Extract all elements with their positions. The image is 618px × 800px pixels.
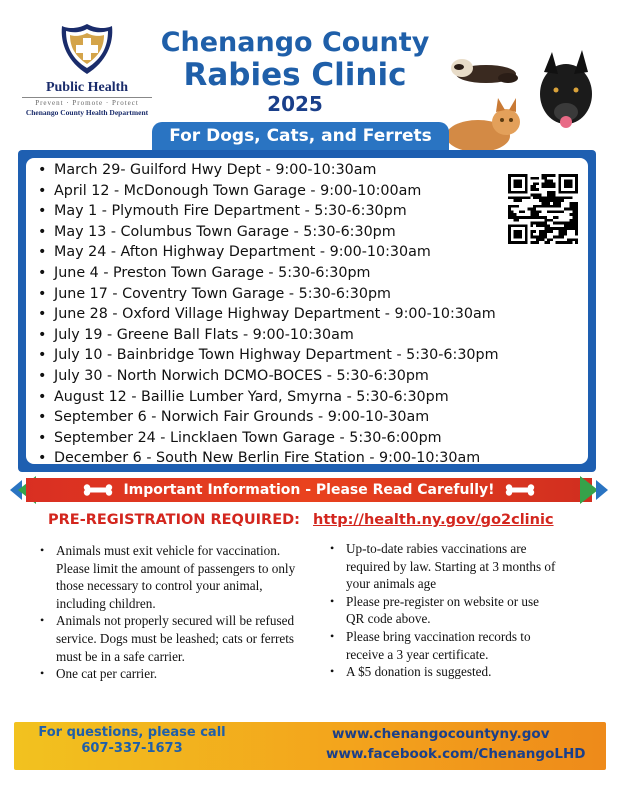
clinic-date-item: • June 17 - Coventry Town Garage - 5:30-6:30pm <box>38 284 499 305</box>
public-health-logo <box>22 22 152 117</box>
title-line-county: Chenango County <box>160 27 430 58</box>
clinic-date-item: • September 6 - Norwich Fair Grounds - 9:00-10-30am <box>38 407 499 428</box>
title-line-clinic: Rabies Clinic <box>183 57 407 93</box>
website-link[interactable]: www.chenangocountyny.gov <box>332 726 550 742</box>
logo-org-name: Public Health <box>45 80 129 95</box>
bone-icon <box>505 484 535 496</box>
preregistration-link[interactable]: http://health.ny.gov/go2clinic <box>313 512 554 528</box>
page-title <box>150 28 440 115</box>
clinic-date-item: • July 30 - North Norwich DCMO-BOCES - 5:30-6:30pm <box>38 366 499 387</box>
info-list-left <box>36 542 296 683</box>
clinic-date-item: • September 24 - Lincklaen Town Garage - 5:30-6:00pm <box>38 428 499 449</box>
info-item: • A $5 donation is suggested. <box>326 663 556 681</box>
info-item: • Please bring vaccination records to receive a 3 year certificate. <box>326 628 556 663</box>
cat-icon <box>448 98 520 152</box>
contact-questions <box>38 725 226 757</box>
info-list-right <box>326 540 556 681</box>
clinic-date-item: • August 12 - Baillie Lumber Yard, Smyrna - 5:30-6:30pm <box>38 387 499 408</box>
clinic-date-item: • March 29- Guilford Hwy Dept - 9:00-10:30am <box>38 160 499 181</box>
banner-arrow-right-blue <box>596 480 608 500</box>
important-info-banner <box>26 478 592 502</box>
clinic-date-item: • May 24 - Afton Highway Department - 9:00-10:30am <box>38 242 499 263</box>
info-item: • Please pre-register on website or use QR code above. <box>326 593 556 628</box>
info-item: • One cat per carrier. <box>36 665 296 683</box>
shield-cross-icon <box>58 22 116 76</box>
clinic-date-item: • July 19 - Greene Ball Flats - 9:00-10:30am <box>38 325 499 346</box>
info-column-right <box>326 540 556 681</box>
bone-icon <box>83 484 113 496</box>
facebook-link[interactable]: www.facebook.com/ChenangoLHD <box>326 746 586 762</box>
logo-tagline: Prevent · Promote · Protect <box>22 97 152 107</box>
important-info-text: Important Information - Please Read Carefully! <box>123 482 495 498</box>
info-item: • Up-to-date rabies vaccinations are required by law. Starting at 3 months of your animals age <box>326 540 556 593</box>
info-item: • Animals must exit vehicle for vaccination. Please limit the amount of passengers to only those necessary to control your animal, including children. <box>36 542 296 612</box>
dog-icon <box>540 50 592 128</box>
pets-photo <box>448 44 598 154</box>
preregistration-label: PRE-REGISTRATION REQUIRED: <box>48 512 300 528</box>
contact-footer <box>14 722 606 770</box>
ferret-icon <box>451 59 518 83</box>
clinic-date-item: • June 4 - Preston Town Garage - 5:30-6:30pm <box>38 263 499 284</box>
clinic-date-item: • June 28 - Oxford Village Highway Department - 9:00-10:30am <box>38 304 499 325</box>
info-column-left <box>36 542 296 683</box>
clinic-date-item: • May 13 - Columbus Town Garage - 5:30-6:30pm <box>38 222 499 243</box>
web-links <box>326 724 586 764</box>
logo-department: Chenango County Health Department <box>25 108 149 117</box>
clinic-schedule-panel <box>18 150 596 472</box>
clinic-date-item: • April 12 - McDonough Town Garage - 9:00-10:00am <box>38 181 499 202</box>
clinic-schedule-list <box>38 160 499 469</box>
clinic-date-item: • December 6 - South New Berlin Fire Station - 9:00-10:30am <box>38 448 499 469</box>
subtitle-banner: For Dogs, Cats, and Ferrets <box>152 122 449 150</box>
info-item: • Animals not properly secured will be refused service. Dogs must be leashed; cats or ferrets must be in a safe carrier. <box>36 612 296 665</box>
clinic-date-item: • July 10 - Bainbridge Town Highway Department - 5:30-6:30pm <box>38 345 499 366</box>
phone-number[interactable]: 607-337-1673 <box>81 741 183 756</box>
title-year: 2025 <box>267 92 323 116</box>
questions-label: For questions, please call <box>38 725 226 740</box>
qr-code[interactable] <box>508 174 578 244</box>
clinic-schedule-inner <box>26 158 588 467</box>
preregistration-line <box>48 512 554 528</box>
clinic-date-item: • May 1 - Plymouth Fire Department - 5:30-6:30pm <box>38 201 499 222</box>
